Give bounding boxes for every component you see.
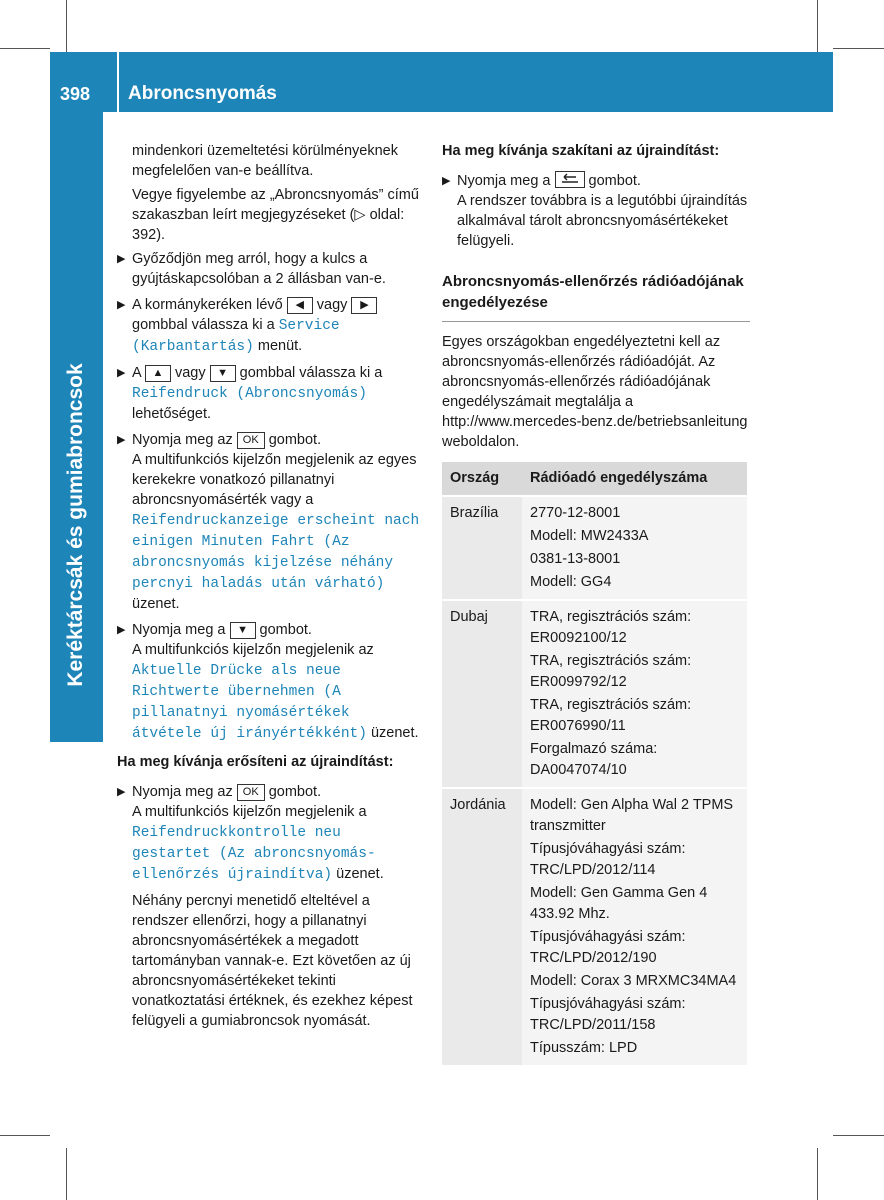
step-text: A multifunkciós kijelzőn megjelenik a — [132, 804, 367, 820]
step-text: vagy — [174, 365, 206, 381]
table-body — [442, 496, 747, 1065]
page-title: Abroncsnyomás — [128, 83, 277, 104]
license-line: Modell: GG4 — [530, 574, 612, 590]
step-text: Nyomja meg az — [132, 784, 233, 800]
crop-mark — [817, 1148, 818, 1200]
display-message: Reifendruckanzeige erscheint nach einigen Minuten Fahrt (Az abroncsnyomás kijelzése néhány percnyi haladás után várható) — [132, 513, 420, 592]
side-tab-label: Keréktárcsák és gumiabroncsok — [64, 363, 87, 687]
down-key-icon: ▼ — [210, 365, 236, 382]
license-line: Modell: Gen Gamma Gen 4 433.92 Mhz. — [530, 885, 708, 922]
step-text: Nyomja meg az — [132, 432, 233, 448]
country-cell: Dubaj — [442, 600, 522, 788]
country-cell: Brazília — [442, 496, 522, 600]
right-column — [442, 141, 750, 1065]
instruction-step — [117, 430, 427, 614]
license-table — [442, 462, 747, 1065]
subheading-confirm: Ha meg kívánja erősíteni az újraindítást: — [117, 754, 394, 770]
license-line: Típusszám: LPD — [530, 1040, 638, 1056]
arrow-icon: ▶ — [117, 786, 126, 798]
step-text: gombbal válassza ki a — [239, 365, 383, 381]
license-line: 0381-13-8001 — [530, 551, 621, 567]
license-cell — [522, 496, 747, 600]
down-key-icon: ▼ — [230, 622, 256, 639]
crop-mark — [66, 0, 67, 52]
step-text: Nyomja meg a — [457, 173, 551, 189]
arrow-icon: ▶ — [117, 253, 126, 265]
display-message: Reifendruck (Abroncsnyomás) — [132, 386, 367, 402]
license-line: Modell: MW2433A — [530, 528, 649, 544]
license-line: Modell: Corax 3 MRXMC34MA4 — [530, 973, 737, 989]
license-line: TRA, regisztrációs szám: ER0092100/12 — [530, 609, 692, 646]
note-paragraph: Vegye figyelembe az „Abroncsnyomás” című szakaszban leírt megjegyzéseket (▷ oldal: 392). — [132, 187, 419, 243]
intro-paragraph: mindenkori üzemeltetési körülményeknek megfelelően van-e beállítva. — [132, 143, 398, 179]
back-arrow-icon — [556, 172, 584, 187]
step-text: A multifunkciós kijelzőn megjelenik az egyes kerekekre vonatkozó pillanatnyi abroncsnyomásérték vagy a — [132, 452, 417, 508]
crop-mark — [833, 1135, 884, 1136]
left-key-icon: ◀ — [287, 297, 313, 314]
crop-mark — [0, 48, 50, 49]
license-line: TRA, regisztrációs szám: ER0076990/11 — [530, 697, 692, 734]
column-header-license: Rádióadó engedélyszáma — [522, 462, 747, 496]
license-line: Forgalmazó száma: DA0047074/10 — [530, 741, 658, 778]
closing-paragraph: Néhány percnyi menetidő elteltével a rendszer ellenőrzi, hogy a pillanatnyi abroncsnyomásértékek a megadott tartományban vannak-e. Ezt követően az új abroncsnyomásértékeket tekinti vonatkoztatási értéknek, és ezekhez képest felügyeli a gumiabroncsok nyomását. — [132, 893, 413, 1029]
crop-mark — [66, 1148, 67, 1200]
column-header-country: Ország — [442, 462, 522, 496]
step-text: gombot. — [268, 432, 322, 448]
step-text: Nyomja meg a — [132, 622, 226, 638]
arrow-icon: ▶ — [117, 367, 126, 379]
table-row — [442, 496, 747, 600]
ok-key-icon: OK — [237, 784, 265, 801]
instruction-step — [117, 249, 427, 289]
step-text: vagy — [316, 297, 348, 313]
step-text: Győződjön meg arról, hogy a kulcs a gyújtáskapcsolóban a 2 állásban van-e. — [132, 251, 386, 287]
license-cell — [522, 788, 747, 1065]
license-line: 2770-12-8001 — [530, 505, 621, 521]
license-cell — [522, 600, 747, 788]
step-text: gombot. — [268, 784, 322, 800]
license-line: Típusjóváhagyási szám: TRC/LPD/2012/190 — [530, 929, 686, 966]
step-text: A multifunkciós kijelzőn megjelenik az — [132, 642, 374, 658]
table-row — [442, 600, 747, 788]
step-text: üzenet. — [370, 725, 419, 741]
step-text: A rendszer továbbra is a legutóbbi újraindítás alkalmával tárolt abroncsnyomásértékeket felügyeli. — [457, 193, 748, 249]
back-key-icon — [555, 171, 585, 188]
instruction-step — [117, 295, 427, 357]
step-text: üzenet. — [132, 596, 180, 612]
instruction-step — [117, 363, 427, 424]
license-line: Típusjóváhagyási szám: TRC/LPD/2012/114 — [530, 841, 686, 878]
table-header-row — [442, 462, 747, 496]
right-key-icon: ▶ — [351, 297, 377, 314]
section-heading: Abroncsnyomás-ellenőrzés rádióadójának engedélyezése — [442, 271, 750, 322]
page-number: 398 — [60, 84, 91, 104]
arrow-icon: ▶ — [117, 624, 126, 636]
subheading-cancel: Ha meg kívánja szakítani az újraindítást: — [442, 143, 720, 159]
license-line: TRA, regisztrációs szám: ER0099792/12 — [530, 653, 692, 690]
ok-key-icon: OK — [237, 432, 265, 449]
section-paragraph: Egyes országokban engedélyeztetni kell az abroncsnyomás-ellenőrzés rádióadóját. Az abroncsnyomás-ellenőrzés rádióadójának engedélyszámait megtalálja a http://www.mercedes-benz.de/betriebsanleitung weboldalon. — [442, 334, 748, 450]
step-text: gombbal válassza ki a — [132, 317, 275, 333]
left-column — [117, 141, 427, 1035]
table-row — [442, 788, 747, 1065]
license-line: Típusjóváhagyási szám: TRC/LPD/2011/158 — [530, 996, 686, 1033]
up-key-icon: ▲ — [145, 365, 171, 382]
country-cell: Jordánia — [442, 788, 522, 1065]
license-line: Modell: Gen Alpha Wal 2 TPMS transzmitter — [530, 797, 734, 834]
crop-mark — [833, 48, 884, 49]
display-message: Reifendruckkontrolle neu gestartet (Az abroncsnyomás-ellenőrzés újraindítva) — [132, 825, 376, 883]
step-text: gombot. — [259, 622, 312, 638]
arrow-icon: ▶ — [117, 299, 126, 311]
arrow-icon: ▶ — [117, 434, 126, 446]
step-text: gombot. — [588, 173, 641, 189]
step-text: A kormánykeréken lévő — [132, 297, 283, 313]
instruction-step — [117, 620, 427, 744]
instruction-step — [117, 782, 427, 885]
crop-mark — [0, 1135, 50, 1136]
header-separator — [117, 52, 119, 112]
instruction-step — [442, 171, 750, 251]
crop-mark — [817, 0, 818, 52]
step-text: A — [132, 365, 141, 381]
display-message: Aktuelle Drücke als neue Richtwerte übernehmen (A pillanatnyi nyomásértékek átvétele új irányértékként) — [132, 663, 367, 742]
step-text: üzenet. — [336, 866, 384, 882]
step-text: menüt. — [257, 338, 303, 354]
arrow-icon: ▶ — [442, 175, 451, 187]
step-text: lehetőséget. — [132, 406, 212, 422]
display-message: Service (Karbantartás) — [132, 318, 340, 355]
